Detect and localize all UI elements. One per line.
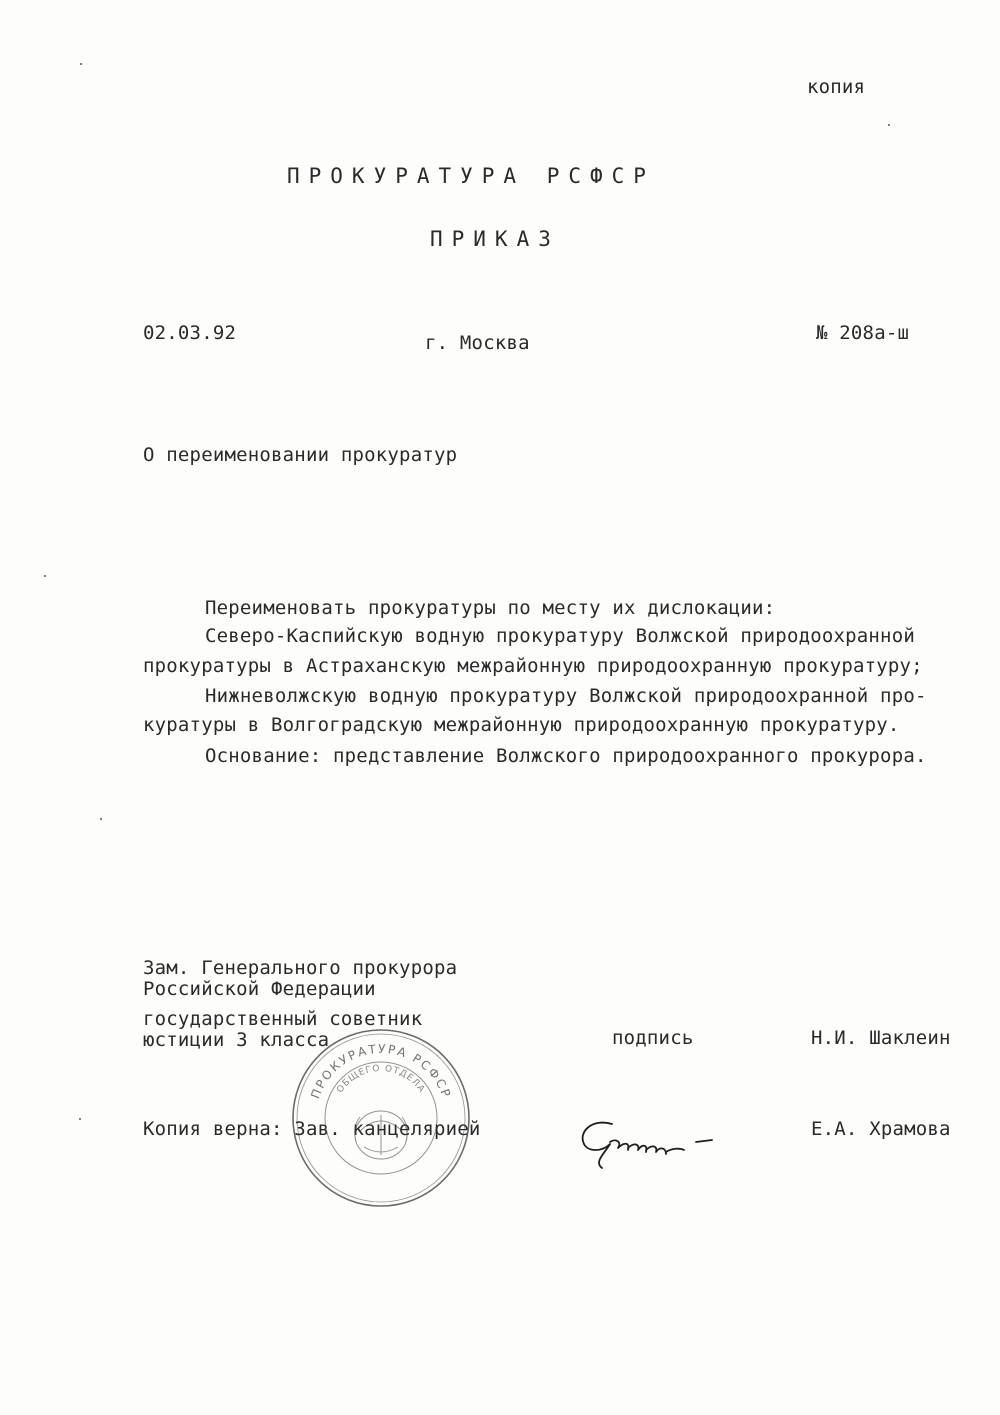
doc-number: № 208а-ш <box>816 322 910 344</box>
scan-speck <box>100 818 102 820</box>
stamp-emblem <box>355 1111 408 1159</box>
doc-type: ПРИКАЗ <box>430 227 560 251</box>
official-stamp <box>286 1023 476 1213</box>
org-title: ПРОКУРАТУРА РСФСР <box>287 164 655 188</box>
body-line: куратуры в Волгоградскую межрайонную природоохранную прокуратуру. <box>143 714 900 736</box>
signature-label: подпись <box>612 1027 694 1049</box>
body-line: Основание: представление Волжского природоохранного прокурора. <box>205 745 927 767</box>
signatory-position-line: Зам. Генерального прокурора <box>143 957 458 979</box>
copy-mark: копия <box>807 76 866 98</box>
body-line: Северо-Каспийскую водную прокуратуру Волжской природоохранной <box>205 625 915 647</box>
scan-speck <box>44 575 46 577</box>
body-line: Переименовать прокуратуры по месту их дислокации: <box>205 597 776 619</box>
signatory-name: Н.И. Шаклеин <box>811 1027 951 1049</box>
scan-speck <box>888 124 890 126</box>
stamp-outer-text: ПРОКУРАТУРА РСФСР <box>308 1041 454 1101</box>
doc-date: 02.03.92 <box>143 322 237 344</box>
signatory-position-line: Российской Федерации <box>143 978 376 1000</box>
handwritten-signature <box>572 1108 732 1178</box>
certification-name: Е.А. Храмова <box>811 1118 951 1140</box>
svg-text:ОБЩЕГО ОТДЕЛА <box>335 1064 427 1095</box>
scan-speck <box>80 63 82 65</box>
doc-place: г. Москва <box>425 332 530 354</box>
certification-label: Копия верна: Зав. канцелярией <box>143 1118 481 1140</box>
body-line: прокуратуры в Астраханскую межрайонную природоохранную прокуратуру; <box>143 655 923 677</box>
signatory-position-line: юстиции 3 класса <box>143 1029 330 1051</box>
doc-subject: О переименовании прокуратур <box>143 444 458 466</box>
stamp-inner-text: ОБЩЕГО ОТДЕЛА <box>335 1063 427 1096</box>
signatory-position-line: государственный советник <box>143 1008 423 1030</box>
scan-speck <box>79 1118 81 1120</box>
body-line: Нижневолжскую водную прокуратуру Волжской природоохранной про- <box>205 685 927 707</box>
